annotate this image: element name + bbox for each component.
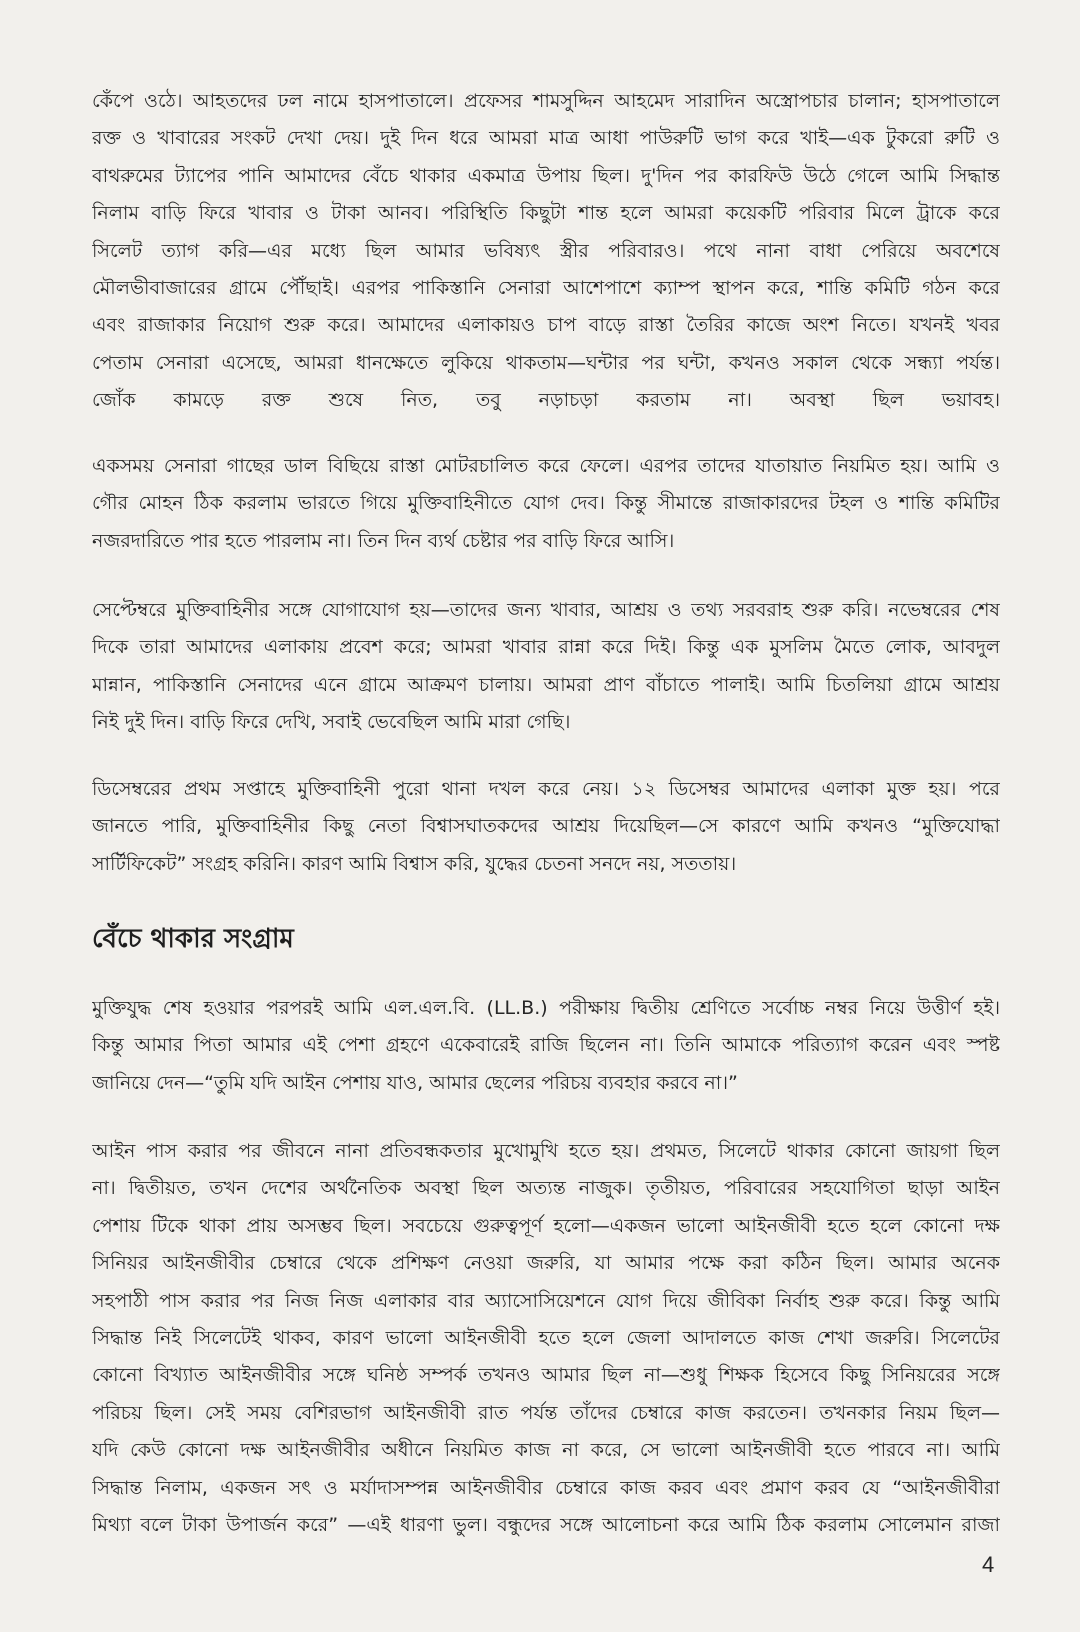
text-line: নজরদারিতে পার হতে পারলাম না। তিন দিন ব্যর্থ চেষ্টার পর বাড়ি ফিরে আসি। — [92, 529, 675, 552]
paragraph-border-attempt — [92, 448, 1000, 560]
paragraph-llb-result — [92, 990, 1000, 1102]
paragraph-september-contact — [92, 592, 1000, 742]
text-line: পেশায় টিকে থাকা প্রায় অসম্ভব ছিল। সবচেয়ে গুরুত্বপূর্ণ হলো—একজন ভালো আইনজীবী হতে হলে কোনো দক্ষ — [92, 1214, 1000, 1237]
text-line: জানিয়ে দেন—“তুমি যদি আইন পেশায় যাও, আমার ছেলের পরিচয় ব্যবহার করবে না।” — [92, 1071, 738, 1094]
text-line: মিথ্যা বলে টাকা উপার্জন করে” —এই ধারণা ভুল। বন্ধুদের সঙ্গে আলোচনা করে আমি ঠিক করলাম সোলেমান রাজা — [92, 1513, 1000, 1536]
text-line: সহপাঠী পাস করার পর নিজ নিজ এলাকার বার অ্যাসোসিয়েশনে যোগ দিয়ে জীবিকা নির্বাহ শুরু করে। কিন্তু আমি — [92, 1289, 1000, 1312]
text-line: সিনিয়র আইনজীবীর চেম্বারে থেকে প্রশিক্ষণ নেওয়া জরুরি, যা আমার পক্ষে করা কঠিন ছিল। আমার অনেক — [92, 1252, 1000, 1275]
text-line: পেতাম সেনারা এসেছে, আমরা ধানক্ষেতে লুকিয়ে থাকতাম—ঘন্টার পর ঘন্টা, কখনও সকাল থেকে সন্ধ্যা পর্যন্ত। — [92, 351, 1000, 374]
paragraph-december-liberation — [92, 771, 1000, 883]
paragraph-law-career — [92, 1133, 1000, 1544]
text-line: জানতে পারি, মুক্তিবাহিনীর কিছু নেতা বিশ্বাসঘাতকদের আশ্রয় দিয়েছিল—সে কারণে আমি কখনও “মুক্তিযোদ্ধা — [92, 815, 1000, 838]
text-line: মুক্তিযুদ্ধ শেষ হওয়ার পরপরই আমি এল.এল.বি. (LL.B.) পরীক্ষায় দ্বিতীয় শ্রেণিতে সর্বোচ্চ নম্বর নিয়ে উত্তীর্ণ হই। — [92, 997, 1000, 1019]
text-line: সেপ্টেম্বরে মুক্তিবাহিনীর সঙ্গে যোগাযোগ হয়—তাদের জন্য খাবার, আশ্রয় ও তথ্য সরবরাহ শুরু করি। নভেম্বরের শেষ — [92, 599, 1000, 621]
text-line: যদি কেউ কোনো দক্ষ আইনজীবীর অধীনে নিয়মিত কাজ না করে, সে ভালো আইনজীবী হতে পারবে না। আমি — [92, 1439, 1000, 1462]
text-line: বাথরুমের ট্যাপের পানি আমাদের বেঁচে থাকার একমাত্র উপায় ছিল। দু'দিন পর কারফিউ উঠে গেলে আমি সিদ্ধান্ত — [92, 164, 1000, 187]
text-line: মৌলভীবাজারের গ্রামে পৌঁছাই। এরপর পাকিস্তানি সেনারা আশেপাশে ক্যাম্প স্থাপন করে, শান্তি কমিটি গঠন করে — [92, 276, 1000, 299]
text-line: এবং রাজাকার নিয়োগ শুরু করে। আমাদের এলাকায়ও চাপ বাড়ে রাস্তা তৈরির কাজে অংশ নিতে। যখনই খবর — [92, 314, 1000, 337]
text-line: গৌর মোহন ঠিক করলাম ভারতে গিয়ে মুক্তিবাহিনীতে যোগ দেব। কিন্তু সীমান্তে রাজাকারদের টহল ও শান্তি কমিটির — [92, 492, 1000, 515]
text-line: একসময় সেনারা গাছের ডাল বিছিয়ে রাস্তা মোটরচালিত করে ফেলে। এরপর তাদের যাতায়াত নিয়মিত হয়। আমি ও — [92, 455, 1000, 477]
text-line: না। দ্বিতীয়ত, তখন দেশের অর্থনৈতিক অবস্থা ছিল অত্যন্ত নাজুক। তৃতীয়ত, পরিবারের সহযোগিতা ছাড়া আইন — [92, 1177, 1000, 1200]
text-line: কিন্তু আমার পিতা আমার এই পেশা গ্রহণে একেবারেই রাজি ছিলেন না। তিনি আমাকে পরিত্যাগ করেন এবং স্পষ্ট — [92, 1034, 1000, 1057]
text-line: নিই দুই দিন। বাড়ি ফিরে দেখি, সবাই ভেবেছিল আমি মারা গেছি। — [92, 711, 571, 734]
text-line: কোনো বিখ্যাত আইনজীবীর সঙ্গে ঘনিষ্ঠ সম্পর্ক তখনও আমার ছিল না—শুধু শিক্ষক হিসেবে কিছু সিনিয়রের সঙ্গে — [92, 1364, 1000, 1387]
text-line: সিদ্ধান্ত নিই সিলেটেই থাকব, কারণ ভালো আইনজীবী হতে হলে জেলা আদালতে কাজ শেখা জরুরি। সিলেটের — [92, 1326, 1000, 1349]
text-line: আইন পাস করার পর জীবনে নানা প্রতিবন্ধকতার মুখোমুখি হতে হয়। প্রথমত, সিলেটে থাকার কোনো জায়গা ছিল — [92, 1140, 1000, 1162]
text-line: জোঁক কামড়ে রক্ত শুষে নিত, তবু নড়াচড়া করতাম না। অবস্থা ছিল ভয়াবহ। — [92, 389, 1000, 412]
text-line: মান্নান, পাকিস্তানি সেনাদের এনে গ্রামে আক্রমণ চালায়। আমরা প্রাণ বাঁচাতে পালাই। আমি চিতলিয়া গ্রামে আশ্রয় — [92, 673, 1000, 696]
section-heading: বেঁচে থাকার সংগ্রাম — [92, 924, 294, 954]
text-line: পরিচয় ছিল। সেই সময় বেশিরভাগ আইনজীবী রাত পর্যন্ত তাঁদের চেম্বারে কাজ করতেন। তখনকার নিয়ম ছিল— — [92, 1401, 1000, 1424]
text-line: রক্ত ও খাবারের সংকট দেখা দেয়। দুই দিন ধরে আমরা মাত্র আধা পাউরুটি ভাগ করে খাই—এক টুকরো রুটি ও — [92, 127, 1000, 150]
text-line: সার্টিফিকেট” সংগ্রহ করিনি। কারণ আমি বিশ্বাস করি, যুদ্ধের চেতনা সনদে নয়, সততায়। — [92, 852, 737, 875]
text-line: দিকে তারা আমাদের এলাকায় প্রবেশ করে; আমরা খাবার রান্না করে দিই। কিন্তু এক মুসলিম মৈতে লোক, আবদুল — [92, 636, 1000, 659]
text-line: নিলাম বাড়ি ফিরে খাবার ও টাকা আনব। পরিস্থিতি কিছুটা শান্ত হলে আমরা কয়েকটি পরিবার মিলে ট্রাকে করে — [92, 202, 1000, 225]
paragraph-hospital-escape — [92, 83, 1000, 420]
text-line: ডিসেম্বরের প্রথম সপ্তাহে মুক্তিবাহিনী পুরো থানা দখল করে নেয়। ১২ ডিসেম্বর আমাদের এলাকা মুক্ত হয়। পরে — [92, 778, 1000, 800]
page-number: 4 — [982, 1552, 995, 1577]
text-line: সিলেট ত্যাগ করি—এর মধ্যে ছিল আমার ভবিষ্যৎ স্ত্রীর পরিবারও। পথে নানা বাধা পেরিয়ে অবশেষে — [92, 239, 1000, 262]
text-line: সিদ্ধান্ত নিলাম, একজন সৎ ও মর্যাদাসম্পন্ন আইনজীবীর চেম্বারে কাজ করব এবং প্রমাণ করব যে “আইনজীবীরা — [92, 1476, 1000, 1499]
text-line: কেঁপে ওঠে। আহতদের ঢল নামে হাসপাতালে। প্রফেসর শামসুদ্দিন আহমেদ সারাদিন অস্ত্রোপচার চালান; হাসপাতালে — [92, 90, 1000, 112]
